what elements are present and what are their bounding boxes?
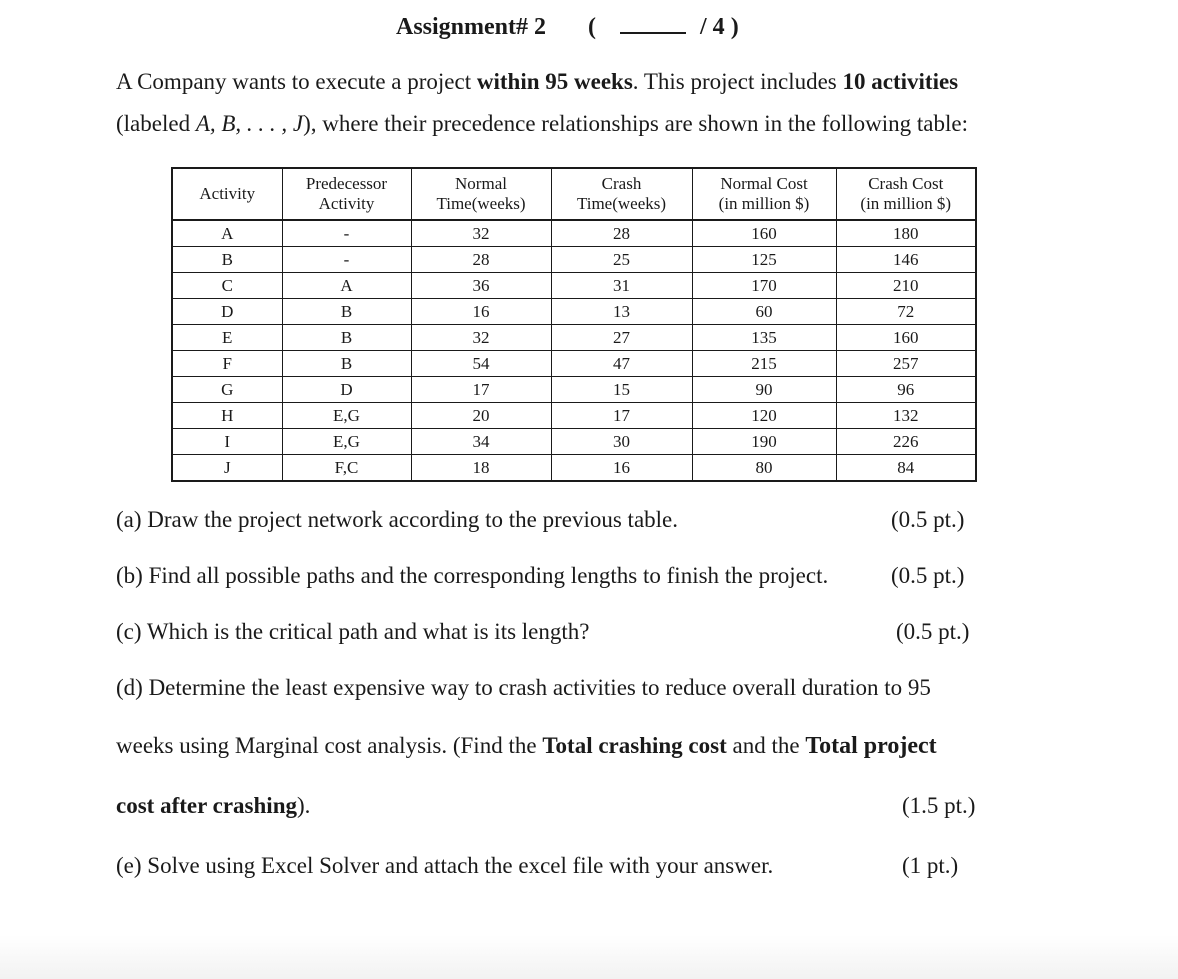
cell-crash-cost: 72 — [836, 299, 976, 325]
cell-normal-time: 16 — [411, 299, 551, 325]
question-d-points: (1.5 pt.) — [902, 793, 976, 818]
table-row — [172, 429, 976, 455]
total-project-label: Total project — [805, 733, 937, 759]
table-row — [172, 351, 976, 377]
title-text: Assignment# 2 — [396, 14, 547, 40]
question-a-points: (0.5 pt.) — [891, 507, 965, 532]
question-a: (a) Draw the project network according to the previous table. — [116, 507, 679, 532]
question-b-points: (0.5 pt.) — [891, 563, 965, 588]
cell-normal-time: 17 — [411, 377, 551, 403]
question-d-line-2 — [116, 733, 937, 760]
table-row — [172, 273, 976, 299]
intro-line-2 — [116, 103, 1116, 145]
page-bottom-shadow — [0, 935, 1178, 979]
cell-crash-cost: 96 — [836, 377, 976, 403]
cell-predecessor: - — [282, 220, 411, 247]
header-crash-time: Crash Time(weeks) — [551, 168, 692, 220]
score-total: / 4 — [700, 14, 725, 40]
cell-crash-time: 13 — [551, 299, 692, 325]
cell-normal-cost: 60 — [692, 299, 836, 325]
intro-labels: A, B, . . . , J — [195, 111, 304, 136]
cost-after-crashing-label: cost after crashing — [116, 793, 297, 818]
cell-activity: C — [172, 273, 282, 299]
cell-predecessor: E,G — [282, 429, 411, 455]
question-e-points: (1 pt.) — [902, 853, 959, 878]
cell-predecessor: B — [282, 351, 411, 377]
cell-crash-time: 27 — [551, 325, 692, 351]
cell-normal-cost: 80 — [692, 455, 836, 482]
table-row — [172, 299, 976, 325]
score-blank — [620, 14, 686, 34]
assignment-title — [396, 14, 739, 41]
cell-normal-time: 32 — [411, 220, 551, 247]
cell-activity: A — [172, 220, 282, 247]
header-predecessor: Predecessor Activity — [282, 168, 411, 220]
question-d-line-1: (d) Determine the least expensive way to crash activities to reduce overall duration to 95 — [116, 675, 931, 700]
table-row — [172, 377, 976, 403]
intro-line-1 — [116, 61, 1116, 103]
cell-normal-time: 20 — [411, 403, 551, 429]
question-d-text: weeks using Marginal cost analysis. (Find the — [116, 733, 543, 758]
cell-normal-time: 36 — [411, 273, 551, 299]
cell-predecessor: B — [282, 325, 411, 351]
cell-normal-cost: 215 — [692, 351, 836, 377]
cell-activity: J — [172, 455, 282, 482]
cell-activity: B — [172, 247, 282, 273]
cell-crash-time: 25 — [551, 247, 692, 273]
intro-deadline: within 95 weeks — [476, 69, 633, 94]
cell-activity: E — [172, 325, 282, 351]
intro-paragraph — [116, 61, 1116, 145]
cell-normal-time: 54 — [411, 351, 551, 377]
cell-normal-time: 18 — [411, 455, 551, 482]
cell-predecessor: E,G — [282, 403, 411, 429]
question-d-text: ). — [296, 793, 311, 818]
intro-text: A Company wants to execute a project — [116, 69, 477, 94]
cell-predecessor: A — [282, 273, 411, 299]
cell-predecessor: - — [282, 247, 411, 273]
cell-crash-time: 16 — [551, 455, 692, 482]
cell-predecessor: D — [282, 377, 411, 403]
cell-normal-cost: 120 — [692, 403, 836, 429]
cell-crash-cost: 210 — [836, 273, 976, 299]
cell-crash-time: 30 — [551, 429, 692, 455]
table-header-row — [172, 168, 976, 220]
cell-crash-cost: 257 — [836, 351, 976, 377]
cell-activity: I — [172, 429, 282, 455]
total-crashing-cost-label: Total crashing cost — [542, 733, 727, 758]
question-c-points: (0.5 pt.) — [896, 619, 970, 644]
cell-crash-time: 28 — [551, 220, 692, 247]
question-d-line-3 — [116, 793, 310, 819]
activities-table — [171, 167, 977, 482]
header-activity: Activity — [172, 168, 282, 220]
cell-crash-time: 31 — [551, 273, 692, 299]
cell-crash-cost: 226 — [836, 429, 976, 455]
cell-activity: G — [172, 377, 282, 403]
cell-normal-cost: 170 — [692, 273, 836, 299]
table-row — [172, 247, 976, 273]
cell-normal-cost: 125 — [692, 247, 836, 273]
intro-text: ), where their precedence relationships are shown in the following table: — [303, 111, 968, 136]
header-normal-time: Normal Time(weeks) — [411, 168, 551, 220]
cell-activity: D — [172, 299, 282, 325]
cell-activity: H — [172, 403, 282, 429]
intro-activity-count: 10 activities — [842, 69, 959, 94]
header-crash-cost: Crash Cost (in million $) — [836, 168, 976, 220]
cell-crash-cost: 180 — [836, 220, 976, 247]
intro-text: . This project includes — [632, 69, 843, 94]
cell-normal-time: 32 — [411, 325, 551, 351]
cell-activity: F — [172, 351, 282, 377]
close-paren: ) — [730, 14, 739, 40]
cell-normal-time: 34 — [411, 429, 551, 455]
cell-normal-time: 28 — [411, 247, 551, 273]
question-b: (b) Find all possible paths and the corresponding lengths to finish the project. — [116, 563, 829, 588]
table-row — [172, 220, 976, 247]
cell-normal-cost: 160 — [692, 220, 836, 247]
cell-crash-time: 15 — [551, 377, 692, 403]
cell-crash-cost: 84 — [836, 455, 976, 482]
cell-crash-cost: 146 — [836, 247, 976, 273]
cell-crash-cost: 132 — [836, 403, 976, 429]
cell-crash-time: 47 — [551, 351, 692, 377]
cell-normal-cost: 135 — [692, 325, 836, 351]
open-paren: ( — [588, 14, 597, 40]
cell-normal-cost: 190 — [692, 429, 836, 455]
cell-crash-cost: 160 — [836, 325, 976, 351]
cell-crash-time: 17 — [551, 403, 692, 429]
question-e: (e) Solve using Excel Solver and attach the excel file with your answer. — [116, 853, 774, 878]
question-c: (c) Which is the critical path and what is its length? — [116, 619, 590, 644]
cell-normal-cost: 90 — [692, 377, 836, 403]
table-row — [172, 325, 976, 351]
cell-predecessor: F,C — [282, 455, 411, 482]
question-d-text: and the — [726, 733, 806, 758]
table-row — [172, 455, 976, 482]
table-row — [172, 403, 976, 429]
cell-predecessor: B — [282, 299, 411, 325]
header-normal-cost: Normal Cost (in million $) — [692, 168, 836, 220]
intro-text: (labeled — [116, 111, 196, 136]
